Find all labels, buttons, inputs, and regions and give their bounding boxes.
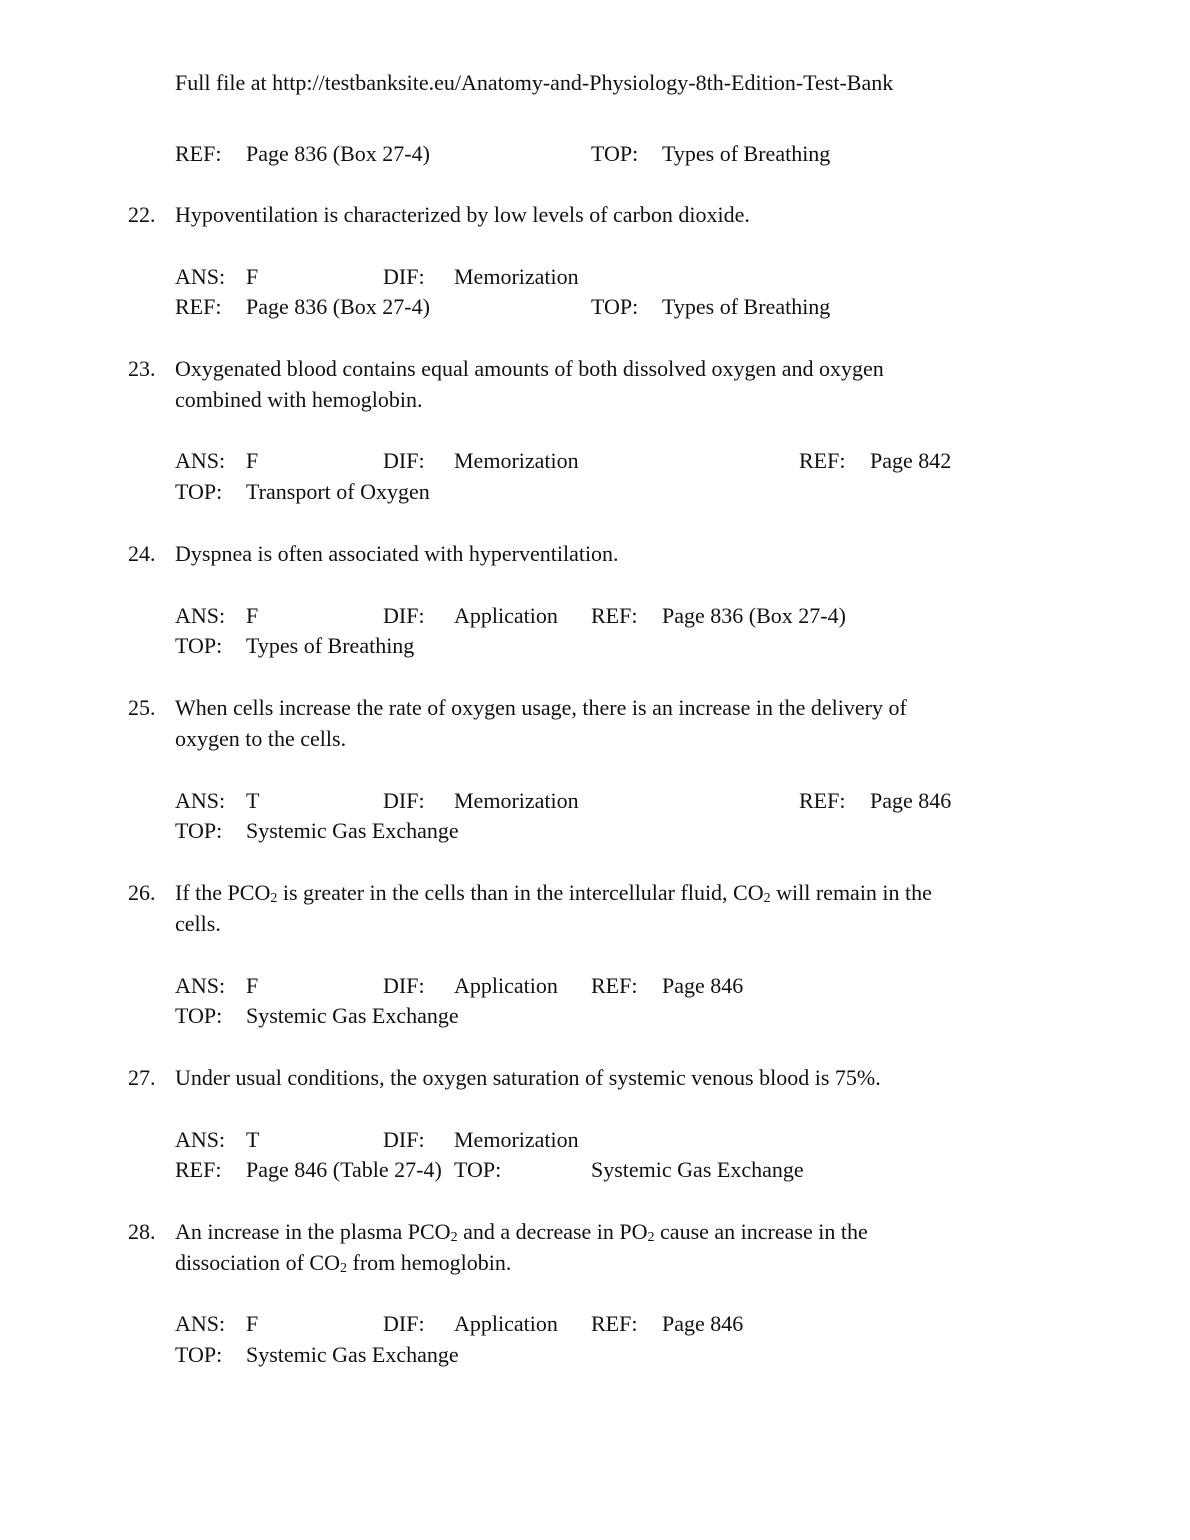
ans-value: T <box>246 1127 260 1152</box>
full-file-url: Full file at http://testbanksite.eu/Anatomy-and-Physiology-8th-Edition-Test-Bank <box>175 70 894 95</box>
ref-value: Page 836 (Box 27-4) <box>662 603 846 628</box>
ans-value: F <box>246 973 259 998</box>
ans-value: T <box>246 788 260 813</box>
ans-label: ANS: <box>175 788 226 813</box>
question-text-line-2: cells. <box>175 911 221 936</box>
question-text: If the $PCO_2$ is greater in the cells than in the intercellular fluid, $CO_2$ will remain in the <box>175 880 932 906</box>
ref-value: Page 836 (Box 27-4) <box>246 294 430 319</box>
top-label: TOP: <box>591 141 639 166</box>
top-value: Systemic Gas Exchange <box>246 1342 459 1367</box>
question-text-line-2: combined with hemoglobin. <box>175 387 423 412</box>
question-number: 28. <box>128 1219 156 1244</box>
question-number: 24. <box>128 541 156 566</box>
ref-label: REF: <box>591 973 638 998</box>
ans-value: F <box>246 603 259 628</box>
dif-value: Application <box>454 973 558 998</box>
ref-value: Page 842 <box>870 448 952 473</box>
question-text-line-2: oxygen to the cells. <box>175 726 347 751</box>
top-value: Types of Breathing <box>246 633 415 658</box>
dif-value: Memorization <box>454 264 579 289</box>
ref-label: REF: <box>175 1157 222 1182</box>
dif-value: Application <box>454 603 558 628</box>
top-value: Transport of Oxygen <box>246 479 430 504</box>
dif-value: Memorization <box>454 448 579 473</box>
question-number: 22. <box>128 202 156 227</box>
dif-label: DIF: <box>383 603 425 628</box>
top-label: TOP: <box>591 294 639 319</box>
question-text: Hypoventilation is characterized by low levels of carbon dioxide. <box>175 202 750 227</box>
ans-value: F <box>246 264 259 289</box>
dif-label: DIF: <box>383 1127 425 1152</box>
ref-label: REF: <box>591 603 638 628</box>
ans-label: ANS: <box>175 1311 226 1336</box>
ref-value: Page 836 (Box 27-4) <box>246 141 430 166</box>
ref-value: Page 846 <box>662 1311 744 1336</box>
question-text: When cells increase the rate of oxygen usage, there is an increase in the delivery of <box>175 695 907 720</box>
ref-label: REF: <box>591 1311 638 1336</box>
top-label: TOP: <box>175 479 223 504</box>
top-value: Types of Breathing <box>662 141 831 166</box>
ref-value: Page 846 <box>870 788 952 813</box>
question-text: An increase in the plasma $PCO_2$ and a decrease in $PO_2$ cause an increase in the <box>175 1219 868 1245</box>
dif-value: Application <box>454 1311 558 1336</box>
question-text: Under usual conditions, the oxygen saturation of systemic venous blood is 75%. <box>175 1065 881 1090</box>
ref-label: REF: <box>175 294 222 319</box>
ans-label: ANS: <box>175 1127 226 1152</box>
question-text: Dyspnea is often associated with hyperventilation. <box>175 541 619 566</box>
dif-value: Memorization <box>454 1127 579 1152</box>
dif-label: DIF: <box>383 788 425 813</box>
ref-value: Page 846 <box>662 973 744 998</box>
ans-value: F <box>246 448 259 473</box>
ans-label: ANS: <box>175 973 226 998</box>
top-value: Types of Breathing <box>662 294 831 319</box>
dif-label: DIF: <box>383 1311 425 1336</box>
dif-label: DIF: <box>383 448 425 473</box>
ans-label: ANS: <box>175 603 226 628</box>
ans-label: ANS: <box>175 264 226 289</box>
top-label: TOP: <box>454 1157 502 1182</box>
question-number: 25. <box>128 695 156 720</box>
question-text: Oxygenated blood contains equal amounts of both dissolved oxygen and oxygen <box>175 356 884 381</box>
top-value: Systemic Gas Exchange <box>246 1003 459 1028</box>
question-number: 26. <box>128 880 156 905</box>
top-label: TOP: <box>175 818 223 843</box>
question-number: 23. <box>128 356 156 381</box>
dif-value: Memorization <box>454 788 579 813</box>
dif-label: DIF: <box>383 973 425 998</box>
top-label: TOP: <box>175 633 223 658</box>
top-value: Systemic Gas Exchange <box>591 1157 804 1182</box>
ans-value: F <box>246 1311 259 1336</box>
ans-label: ANS: <box>175 448 226 473</box>
top-label: TOP: <box>175 1342 223 1367</box>
question-text-line-2: dissociation of $CO_2$ from hemoglobin. <box>175 1250 512 1276</box>
ref-label: REF: <box>799 788 846 813</box>
top-value: Systemic Gas Exchange <box>246 818 459 843</box>
ref-label: REF: <box>175 141 222 166</box>
ref-value: Page 846 (Table 27-4) <box>246 1157 442 1182</box>
ref-label: REF: <box>799 448 846 473</box>
question-number: 27. <box>128 1065 156 1090</box>
dif-label: DIF: <box>383 264 425 289</box>
top-label: TOP: <box>175 1003 223 1028</box>
